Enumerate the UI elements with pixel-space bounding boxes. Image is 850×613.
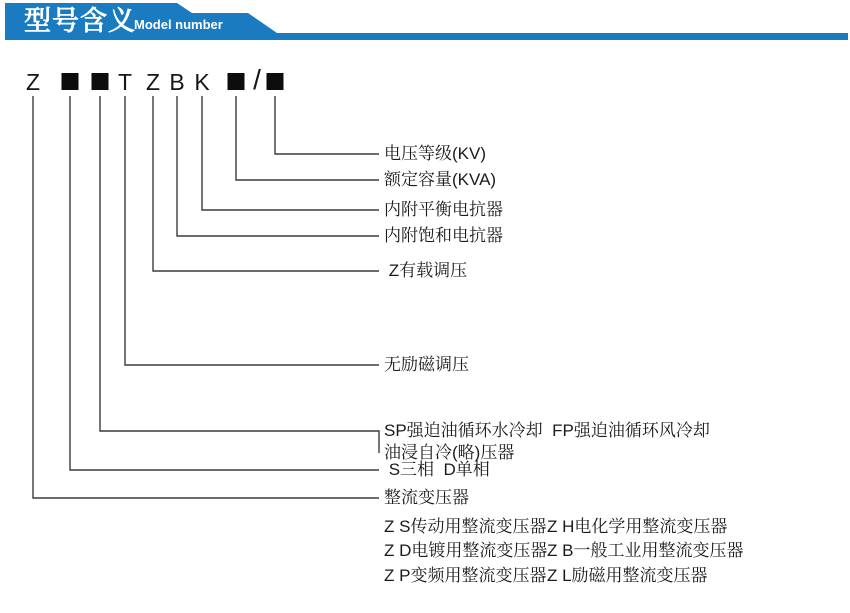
legend-item: Z L励磁用整流变压器: [547, 565, 708, 585]
code-label: [384, 169, 496, 191]
connector-line: [275, 96, 379, 154]
connector-line: [202, 96, 379, 210]
code-label: [384, 199, 503, 221]
code-symbol-square: [62, 73, 79, 90]
code-label-line: Z有载调压: [384, 261, 468, 280]
legend-item: Z B一般工业用整流变压器: [547, 541, 744, 561]
connector-line: [153, 96, 379, 271]
code-symbol-Z: Z: [145, 69, 161, 95]
code-label-line: SP强迫油循环水冷却 FP强迫油循环风冷却: [384, 421, 710, 440]
connector-line: [70, 96, 379, 470]
code-label-line: 无励磁调压: [384, 355, 469, 374]
legend-item: Z D电镀用整流变压器: [384, 541, 548, 561]
page-title: 型号含义: [24, 6, 136, 36]
connector-line: [236, 96, 379, 180]
code-label: [384, 225, 503, 247]
legend-row: [384, 564, 743, 588]
code-symbol-square: [92, 73, 109, 90]
legend-row: [384, 515, 743, 539]
code-label: [384, 487, 469, 509]
connector-line: [100, 96, 379, 453]
connector-line: [33, 96, 379, 498]
code-label-line: 内附平衡电抗器: [384, 200, 503, 219]
code-label-line: 整流变压器: [384, 488, 469, 507]
code-symbol-/: /: [253, 64, 261, 95]
code-symbol-Z: Z: [25, 69, 41, 95]
code-label-line: S三相 D单相: [384, 460, 490, 479]
transformer-type-legend: [384, 515, 743, 588]
code-label-line: 内附饱和电抗器: [384, 226, 503, 245]
connector-line: [177, 96, 379, 236]
legend-row: [384, 539, 743, 563]
code-label-line: 油浸自冷(略)压器: [384, 443, 515, 462]
code-symbol-T: T: [117, 69, 133, 95]
code-symbol-B: B: [169, 69, 185, 95]
code-label: [384, 354, 469, 376]
code-label: [384, 143, 486, 165]
legend-item: Z H电化学用整流变压器: [547, 517, 728, 536]
code-symbol-square: [267, 73, 284, 90]
code-label-line: 额定容量(KVA): [384, 170, 497, 189]
code-label: [384, 420, 710, 464]
code-symbol-K: K: [194, 69, 210, 95]
code-symbol-square: [228, 73, 245, 90]
code-label: [384, 260, 467, 282]
legend-item: Z S传动用整流变压器: [384, 517, 547, 536]
page-subtitle: Model number: [134, 17, 223, 32]
legend-item: Z P变频用整流变压器: [384, 565, 547, 585]
code-label-line: 电压等级(KV): [384, 144, 486, 163]
connector-line: [125, 96, 379, 365]
